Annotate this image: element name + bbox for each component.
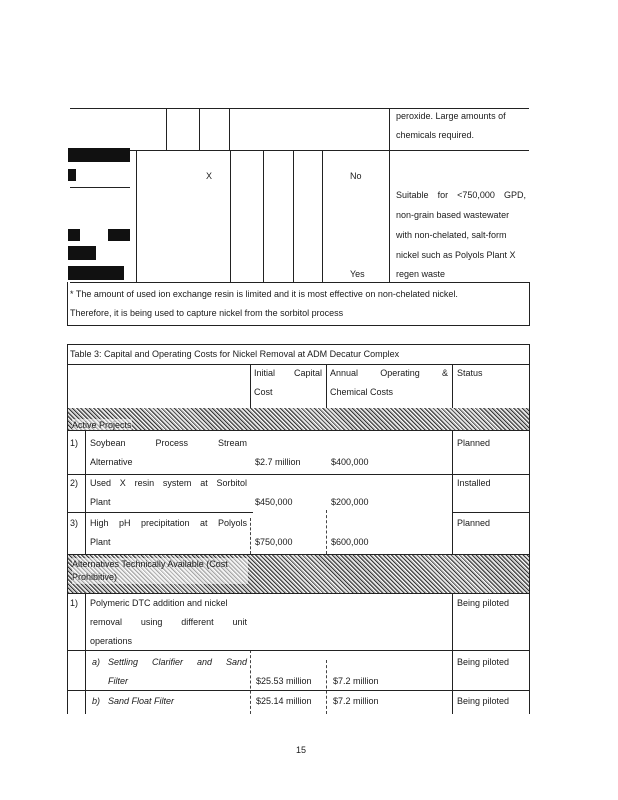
header-word: Capital — [293, 368, 322, 378]
row-4-description-line3: operations — [90, 636, 133, 646]
word: resin — [134, 478, 155, 488]
sub-label: b) — [92, 696, 101, 706]
yes-label: Yes — [350, 269, 365, 279]
column-rule — [326, 660, 327, 714]
redaction-block — [68, 148, 130, 162]
table-rule — [529, 344, 530, 714]
table-rule — [67, 364, 530, 365]
section-active-projects: Active Projects — [72, 420, 132, 430]
word: Suitable — [396, 190, 429, 200]
word: at — [200, 478, 208, 488]
header-word: Annual — [330, 368, 359, 378]
page-number: 15 — [296, 745, 307, 755]
table-rule — [452, 512, 530, 513]
word: Settling — [108, 657, 139, 667]
table-rule — [136, 150, 137, 282]
table-rule — [70, 187, 130, 188]
row-2-description — [90, 477, 247, 489]
word: Sand — [225, 657, 247, 667]
column-rule — [85, 430, 86, 554]
row-4-status: Being piloted — [457, 598, 510, 608]
table-rule — [322, 150, 323, 282]
row-2-capital: $450,000 — [255, 497, 293, 507]
x-mark: X — [206, 171, 213, 181]
table-rule — [67, 593, 530, 594]
word: GPD, — [503, 190, 526, 200]
row-number: 1) — [70, 598, 79, 608]
table-rule — [70, 282, 529, 283]
table-rule — [529, 282, 530, 326]
header-word: Initial — [254, 368, 276, 378]
redaction-block — [68, 246, 96, 260]
row-1-description-line2: Alternative — [90, 457, 133, 467]
word: Clarifier — [151, 657, 183, 667]
footnote-line-1: * The amount of used ion exchange resin is limited and it is most effective on non-chelated nickel. — [70, 289, 458, 299]
table-rule — [70, 150, 529, 151]
table-rule — [70, 108, 529, 109]
sub-a-annual: $7.2 million — [333, 676, 379, 686]
annual-header-costs: Chemical Costs — [330, 387, 394, 397]
no-label: No — [350, 171, 362, 181]
word: different — [181, 617, 214, 627]
annual-header — [330, 367, 448, 379]
redaction-block — [108, 229, 130, 241]
column-rule — [452, 430, 453, 554]
nickel-such-text: nickel such as Polyols Plant X — [396, 250, 516, 260]
word: at — [199, 518, 208, 528]
row-3-status: Planned — [457, 518, 491, 528]
table-rule — [67, 650, 530, 651]
section-alternatives: Alternatives Technically Available (Cost Prohibitive) — [72, 558, 248, 584]
sub-label: a) — [92, 657, 101, 667]
row-number: 1) — [70, 438, 79, 448]
word: Soybean — [90, 438, 126, 448]
row-2-annual: $200,000 — [331, 497, 369, 507]
footnote-line-2: Therefore, it is being used to capture nickel from the sorbitol process — [70, 308, 344, 318]
row-3-description — [90, 517, 247, 529]
column-rule — [250, 518, 251, 554]
sub-b-status: Being piloted — [457, 696, 510, 706]
sub-b-annual: $7.2 million — [333, 696, 379, 706]
table-rule — [67, 325, 530, 326]
sub-a-description — [108, 656, 247, 668]
table-rule — [389, 108, 390, 282]
word: and — [196, 657, 212, 667]
header-word: & — [441, 368, 448, 378]
table-rule — [67, 344, 530, 345]
row-1-annual: $400,000 — [331, 457, 369, 467]
peroxide-text: peroxide. Large amounts of — [396, 111, 506, 121]
table-rule — [67, 512, 253, 513]
row-1-status: Planned — [457, 438, 491, 448]
row-2-status: Installed — [457, 478, 491, 488]
sub-b-description: Sand Float Filter — [108, 696, 175, 706]
table-rule — [67, 474, 530, 475]
row-4-description: Polymeric DTC addition and nickel — [90, 598, 228, 608]
non-grain-text: non-grain based wastewater — [396, 210, 510, 220]
row-3-description-line2: Plant — [90, 537, 111, 547]
table-rule — [67, 344, 68, 714]
word: X — [119, 478, 126, 488]
capital-header-cost: Cost — [254, 387, 273, 397]
table-rule — [293, 150, 294, 282]
column-rule — [326, 510, 327, 554]
word: Used — [90, 478, 112, 488]
section-shading — [68, 408, 529, 430]
word: removal — [90, 617, 123, 627]
column-rule — [85, 594, 86, 714]
word: Process — [155, 438, 189, 448]
word: using — [140, 617, 163, 627]
word: Sorbitol — [216, 478, 247, 488]
row-4-description-line2 — [90, 616, 247, 628]
table-rule — [230, 150, 231, 282]
suitable-line — [396, 189, 526, 201]
row-3-annual: $600,000 — [331, 537, 369, 547]
row-2-description-line2: Plant — [90, 497, 111, 507]
redaction-block — [68, 266, 124, 280]
word: Polyols — [217, 518, 247, 528]
row-3-capital: $750,000 — [255, 537, 293, 547]
table-rule — [199, 108, 200, 150]
regen-text: regen waste — [396, 269, 446, 279]
table-rule — [166, 108, 167, 150]
column-rule — [250, 364, 251, 408]
word: <750,000 — [457, 190, 495, 200]
chemicals-text: chemicals required. — [396, 130, 475, 140]
redaction-block — [68, 229, 80, 241]
sub-a-description-line2: Filter — [108, 676, 128, 686]
column-rule — [452, 594, 453, 714]
word: pH — [118, 518, 131, 528]
word: for — [437, 190, 449, 200]
header-word: Operating — [380, 368, 420, 378]
table-rule — [67, 690, 530, 691]
column-rule — [250, 650, 251, 714]
table-rule — [67, 282, 68, 326]
sub-a-capital: $25.53 million — [256, 676, 312, 686]
word: Stream — [217, 438, 247, 448]
column-rule — [452, 364, 453, 408]
sub-b-capital: $25.14 million — [256, 696, 312, 706]
redaction-block — [68, 169, 76, 181]
word: system — [162, 478, 192, 488]
table-rule — [263, 150, 264, 282]
capital-header — [254, 367, 322, 379]
sub-a-status: Being piloted — [457, 657, 510, 667]
row-1-capital: $2.7 million — [255, 457, 301, 467]
column-rule — [326, 364, 327, 408]
status-header: Status — [457, 368, 483, 378]
word: High — [90, 518, 109, 528]
table-rule — [67, 430, 530, 431]
word: unit — [232, 617, 247, 627]
row-number: 3) — [70, 518, 79, 528]
row-number: 2) — [70, 478, 79, 488]
non-chelated-text: with non-chelated, salt-form — [396, 230, 507, 240]
word: precipitation — [140, 518, 190, 528]
row-1-description — [90, 437, 247, 449]
table-rule — [229, 108, 230, 150]
table-title: Table 3: Capital and Operating Costs for Nickel Removal at ADM Decatur Complex — [70, 349, 400, 359]
